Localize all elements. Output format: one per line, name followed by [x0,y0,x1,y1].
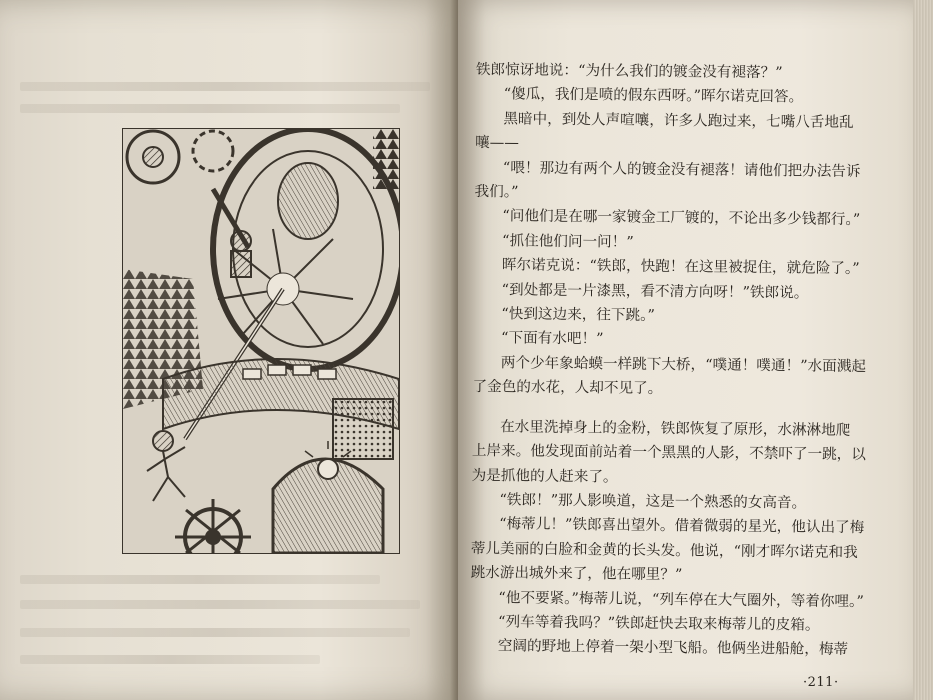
text-line: “傻瓜，我们是喷的假东西呀。”晖尔诺克回答。 [503,85,804,106]
page-text [470,58,896,663]
bleed-through-line [20,82,430,91]
left-page [0,0,458,700]
text-line: “梅蒂儿！”铁郎喜出望外。借着微弱的星光，他认出了梅 [499,515,865,537]
text-line: “他不要紧。”梅蒂儿说，“列车停在大气圈外，等着你哩。” [498,588,864,610]
bleed-through-line [20,655,320,664]
bleed-through-line [20,628,410,637]
text-line: “喂！那边有两个人的镀金没有褪落！请他们把办法告诉 [502,158,861,180]
bleed-through-line [20,600,420,609]
text-line: 黑暗中，到处人声喧嚷，许多人跑过来，七嘴八舌地乱 [503,110,854,131]
text-line: 铁郎惊讶地说：“为什么我们的镀金没有褪落？” [475,60,783,82]
text-line: “到处都是一片漆黑，看不清方向呀！”铁郎说。 [501,280,809,302]
text-line: 了金色的水花，人却不见了。 [472,378,663,398]
text-line: “问他们是在哪一家镀金工厂镀的，不论出多少钱都行。” [502,207,861,229]
bleed-through-line [20,104,400,113]
woodcut-drawing [123,129,399,553]
text-line: “列车等着我吗？”铁郎赶快去取来梅蒂儿的皮箱。 [498,613,820,634]
text-line: “铁郎！”那人影唤道，这是一个熟悉的女高音。 [499,491,807,512]
text-line: 两个少年象蛤蟆一样跳下大桥，“噗通！噗通！”水面溅起 [500,354,867,375]
text-line: 我们。” [474,183,519,201]
bleed-through-line [20,575,380,584]
text-line: 为是抓他的人赶来了。 [471,466,618,486]
text-line: 晖尔诺克说：“铁郎，快跑！在这里被捉住，就危险了。” [501,256,860,278]
text-line: “下面有水吧！” [500,329,604,348]
text-line: 上岸来。他发现面前站着一个黑黑的人影，不禁吓了一跳，以 [471,442,867,464]
illustration [122,128,400,554]
text-line: 在水里洗掉身上的金粉，铁郎恢复了原形，水淋淋地爬 [500,417,851,439]
text-line: “抓住他们问一问！” [502,232,634,251]
text-line: 蒂儿美丽的白脸和金黄的长头发。他说，“刚才晖尔诺克和我 [470,539,858,561]
text-line: “快到这边来，往下跳。” [501,305,655,324]
page-number: ·211· [803,675,839,690]
page-edges [913,0,933,700]
text-line: 空阔的野地上停着一架小型飞船。他俩坐进船舱，梅蒂 [497,637,849,659]
text-line: 嚷—— [475,134,519,152]
text-line: 跳水游出城外来了，他在哪里？” [470,564,683,584]
